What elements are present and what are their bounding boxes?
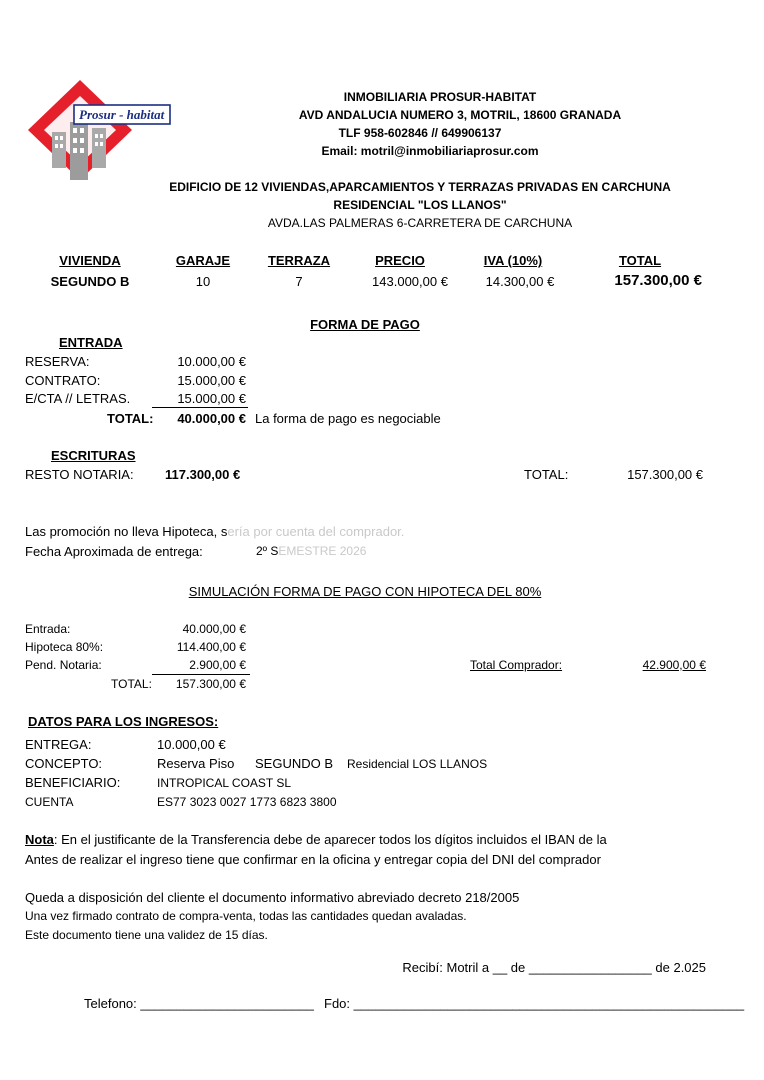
firma-field: Fdo: ______________________________________________________ <box>324 996 745 1011</box>
datos-title: DATOS PARA LOS INGRESOS: <box>28 714 219 729</box>
grand-total-value: 157.300,00 € <box>627 467 703 482</box>
entrada-sum-line <box>152 407 248 408</box>
logo-text: Prosur - habitat <box>79 107 165 122</box>
company-email: Email: motril@inmobiliariaprosur.com <box>321 144 539 158</box>
entrega-value <box>256 544 366 558</box>
reserva-value: 10.000,00 € <box>177 354 246 369</box>
datos-entrega-value: 10.000,00 € <box>157 737 226 752</box>
sim-hipoteca-label: Hipoteca 80%: <box>25 640 104 654</box>
building-residencial: RESIDENCIAL "LOS LLANOS" <box>333 198 507 212</box>
sim-hipoteca-value: 114.400,00 € <box>176 640 246 654</box>
forma-pago-title: FORMA DE PAGO <box>310 317 420 332</box>
sim-notaria-value: 2.900,00 € <box>189 658 246 672</box>
value-total: 157.300,00 € <box>614 272 702 289</box>
entrega-label: Fecha Aproximada de entrega: <box>25 544 203 559</box>
entrada-total-label: TOTAL: <box>107 411 154 426</box>
total-comprador-label: Total Comprador: <box>470 658 563 672</box>
nota-text-1: : En el justificante de la Transferencia debe de aparecer todos los dígitos incluidos el IBAN de la <box>53 832 607 847</box>
value-iva: 14.300,00 € <box>485 274 555 289</box>
sim-sum-line <box>152 674 250 675</box>
header-precio: PRECIO <box>375 253 425 268</box>
header-terraza: TERRAZA <box>267 253 331 268</box>
company-name: INMOBILIARIA PROSUR-HABITAT <box>343 90 537 104</box>
value-precio: 143.000,00 € <box>372 274 448 289</box>
resto-notaria-value: 117.300,00 € <box>165 467 241 482</box>
grand-total-label: TOTAL: <box>524 467 569 482</box>
value-terraza: 7 <box>295 274 303 289</box>
nota-label: Nota <box>25 832 54 847</box>
datos-entrega-label: ENTREGA: <box>25 737 92 752</box>
beneficiario-value: INTROPICAL COAST SL <box>157 776 292 790</box>
company-phone: TLF 958-602846 // 649906137 <box>338 126 502 140</box>
simulacion-title: SIMULACIÓN FORMA DE PAGO CON HIPOTECA DEL 80% <box>188 584 542 599</box>
concepto-vivienda: SEGUNDO B <box>255 756 334 771</box>
concepto-residencial: Residencial LOS LLANOS <box>347 757 488 771</box>
header-total: TOTAL <box>618 253 662 268</box>
entrega-value-main: 2º S <box>256 544 279 558</box>
sim-entrada-label: Entrada: <box>25 622 71 636</box>
value-garaje: 10 <box>195 274 211 289</box>
beneficiario-label: BENEFICIARIO: <box>25 775 121 790</box>
concepto-label: CONCEPTO: <box>25 756 103 771</box>
escrituras-title: ESCRITURAS <box>51 448 136 463</box>
contrato-label: CONTRATO: <box>25 373 101 388</box>
total-comprador-value: 42.900,00 € <box>642 658 706 672</box>
reserva-label: RESERVA: <box>25 354 90 369</box>
value-vivienda: SEGUNDO B <box>50 274 130 289</box>
building-address: AVDA.LAS PALMERAS 6-CARRETERA DE CARCHUNA <box>267 216 573 230</box>
entrada-title: ENTRADA <box>59 335 123 350</box>
nota-line-1 <box>25 832 607 847</box>
resto-notaria-label: RESTO NOTARIA: <box>25 467 134 482</box>
header-iva: IVA (10%) <box>483 253 543 268</box>
decreto-text: Queda a disposición del cliente el documento informativo abreviado decreto 218/2005 <box>25 890 520 905</box>
entrada-total-value: 40.000,00 € <box>177 411 246 426</box>
negociable-note: La forma de pago es negociable <box>255 411 441 426</box>
validez-text: Este documento tiene una validez de 15 días. <box>25 928 268 942</box>
entrega-value-faded: EMESTRE 2026 <box>278 544 367 558</box>
company-address: AVD ANDALUCIA NUMERO 3, MOTRIL, 18600 GRANADA <box>298 108 622 122</box>
recibi-line: Recibí: Motril a __ de _________________ de 2.025 <box>402 960 706 975</box>
sim-total-label: TOTAL: <box>111 677 152 691</box>
hipoteca-note-main: Las promoción no lleva Hipoteca, s <box>25 524 228 539</box>
cuenta-value: ES77 3023 0027 1773 6823 3800 <box>157 795 337 809</box>
building-title: EDIFICIO DE 12 VIVIENDAS,APARCAMIENTOS Y TERRAZAS PRIVADAS EN CARCHUNA <box>169 180 671 194</box>
sim-total-value: 157.300,00 € <box>175 677 246 691</box>
cuenta-label: CUENTA <box>25 795 74 809</box>
telefono-field: Telefono: ________________________ <box>84 996 314 1011</box>
contrato-value: 15.000,00 € <box>177 373 246 388</box>
header-vivienda: VIVIENDA <box>59 253 121 268</box>
header-garaje: GARAJE <box>175 253 231 268</box>
concepto-piso: Reserva Piso <box>157 756 235 771</box>
sim-notaria-label: Pend. Notaria: <box>25 658 102 672</box>
nota-line-2: Antes de realizar el ingreso tiene que confirmar en la oficina y entregar copia del DNI del comprador <box>25 852 601 867</box>
ecta-label: E/CTA // LETRAS. <box>25 391 131 406</box>
hipoteca-note <box>25 524 404 539</box>
hipoteca-note-faded: ería por cuenta del comprador. <box>227 524 405 539</box>
sim-entrada-value: 40.000,00 € <box>182 622 246 636</box>
ecta-value: 15.000,00 € <box>177 391 246 406</box>
avaladas-text: Una vez firmado contrato de compra-venta, todas las cantidades quedan avaladas. <box>25 909 467 923</box>
company-logo <box>24 78 174 184</box>
